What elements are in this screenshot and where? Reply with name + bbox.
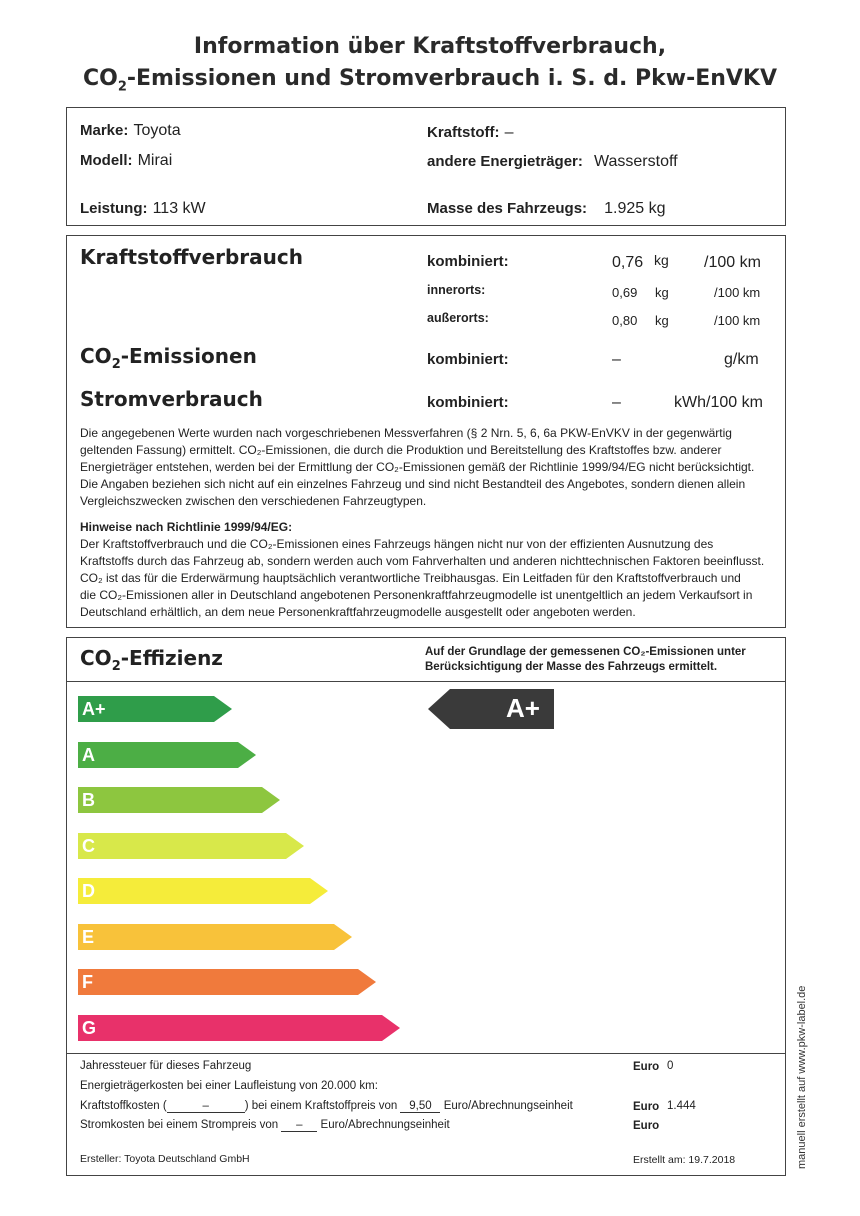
co2-emissionen-title: $CO_2$-Emissionen: [80, 344, 257, 372]
kraftstoff-row: Kraftstoff: –: [427, 124, 514, 141]
efficiency-class-label: E: [82, 927, 95, 947]
efficiency-class-label: D: [82, 881, 95, 901]
efficiency-class-label: A: [82, 745, 95, 765]
stromkosten-line: Stromkosten bei einem Strompreis von – Euro/Abrechnungseinheit: [80, 1119, 450, 1131]
efficiency-note: Auf der Grundlage der gemessenen CO₂-Emissionen unter Berücksichtigung der Masse des Fahrzeugs ermittelt.: [425, 646, 746, 673]
co2-kombiniert-label: kombiniert:: [427, 351, 509, 368]
efficiency-divider: [66, 681, 786, 682]
co2-effizienz-title: $CO_2$-Effizienz: [80, 646, 223, 674]
innerorts-value: 0,69: [612, 285, 638, 300]
co2-value: –: [612, 351, 621, 368]
efficiency-rating-label: A+: [506, 693, 540, 723]
ausserorts-label: außerorts:: [427, 311, 489, 325]
efficiency-class-a-plus: [78, 696, 232, 723]
modell-row: Modell: Mirai: [80, 152, 173, 169]
masse-row: Masse des Fahrzeugs: 1.925 kg: [427, 200, 666, 217]
title-line-1: Information über Kraftstoffverbrauch,: [193, 34, 667, 59]
kraft-euro: Euro: [633, 1101, 660, 1113]
efficiency-class-label: A+: [82, 699, 106, 719]
erstellt-am: Erstellt am: 19.7.2018: [633, 1154, 736, 1166]
efficiency-class-label: C: [82, 836, 95, 856]
strom-value: –: [612, 394, 621, 411]
legal-notes: Die angegebenen Werte wurden nach vorgeschriebenen Messverfahren (§ 2 Nrn. 5, 6, 6a PKW-EnVKV in der gegenwärtig geltenden Fassung) ermittelt. CO₂-Emissionen, die durch die Produktion und Bereitstellung des Kraftstoffes bzw. anderer Energieträger entstehen, werden bei der Ermittlung der CO₂-Emissionen gemäß der Richtlinie 1999/94/EG nicht berücksichtigt. Die Angaben beziehen sich nicht auf ein einzelnes Fahrzeug und sind nicht Bestandteil des Angebotes, sondern dienen allein Vergleichszwecken zwischen den verschiedenen Fahrzeugtypen. Hinweise nach Richtlinie 1999/94/EG: Der Kraftstoffverbrauch und die CO₂-Emissionen eines Fahrzeugs hängen nicht nur von der effizienten Ausnutzung des Kraftstoffs durch das Fahrzeug ab, sondern werden auch vom Fahrverhalten und anderen nichttechnischen Faktoren beeinflusst. CO₂ ist das für die Erderwärmung hauptsächlich verantwortliche Treibhausgas. Ein Leitfaden für den Kraftstoffverbrauch und die CO₂-Emissionen aller in Deutschland angebotenen Personenkraftfahrzeugmodelle ist unentgeltlich an jedem Verkaufsort in Deutschland erhältlich, an dem neue Personenkraftfahrzeugmodelle ausgestellt oder angeboten werden.: [80, 425, 780, 621]
kombiniert-unit: kg: [654, 252, 669, 268]
efficiency-class-label: F: [82, 972, 93, 992]
kraftstoffverbrauch-title: Kraftstoffverbrauch: [80, 245, 303, 269]
costs-divider: [66, 1053, 786, 1054]
steuer-euro: Euro: [633, 1061, 660, 1073]
ausserorts-value: 0,80: [612, 313, 638, 328]
efficiency-class-e: [78, 924, 352, 951]
efficiency-class-c: [78, 833, 304, 860]
efficiency-class-g: [78, 1015, 400, 1042]
efficiency-class-label: G: [82, 1018, 97, 1038]
strom-kombiniert-label: kombiniert:: [427, 394, 509, 411]
efficiency-class-label: B: [82, 790, 95, 810]
efficiency-class-b: [78, 787, 280, 814]
efficiency-class-d: [78, 878, 328, 905]
stromverbrauch-title: Stromverbrauch: [80, 387, 263, 411]
kombiniert-label: kombiniert:: [427, 253, 509, 270]
kombiniert-per: /100 km: [704, 254, 761, 271]
co2-unit: g/km: [724, 351, 759, 368]
energie-line: Energieträgerkosten bei einer Laufleistung von 20.000 km:: [80, 1080, 378, 1092]
kombiniert-value: 0,76: [612, 254, 644, 271]
ausserorts-per: /100 km: [714, 313, 761, 328]
ausserorts-unit: kg: [655, 313, 669, 328]
efficiency-class-f: [78, 969, 376, 996]
strom-unit: kWh/100 km: [674, 394, 763, 411]
marke-row: Marke: Toyota: [80, 122, 181, 139]
leistung-row: Leistung: 113 kW: [80, 200, 206, 217]
steuer-label: Jahressteuer für dieses Fahrzeug: [80, 1060, 252, 1072]
strom-euro: Euro: [633, 1120, 660, 1132]
title-line-2: $CO_2$-Emissionen und Stromverbrauch i. S. d. Pkw-EnVKV: [82, 66, 778, 95]
kraftstoffkosten-line: Kraftstoffkosten ( – ) bei einem Kraftstoffpreis von 9,50 Euro/Abrechnungseinheit: [80, 1100, 573, 1112]
efficiency-rating-arrow: [428, 689, 554, 729]
efficiency-class-a: [78, 742, 256, 769]
side-note: manuell erstellt auf www.pkw-label.de: [796, 985, 808, 1169]
steuer-value: 0: [667, 1060, 674, 1072]
ersteller: Ersteller: Toyota Deutschland GmbH: [80, 1153, 250, 1165]
innerorts-label: innerorts:: [427, 283, 486, 297]
hinweise-heading: Hinweise nach Richtlinie 1999/94/EG:: [80, 520, 293, 534]
energie-row: andere Energieträger: Wasserstoff: [427, 153, 678, 170]
innerorts-unit: kg: [655, 285, 669, 300]
innerorts-per: /100 km: [714, 285, 761, 300]
kraft-value: 1.444: [667, 1100, 696, 1112]
